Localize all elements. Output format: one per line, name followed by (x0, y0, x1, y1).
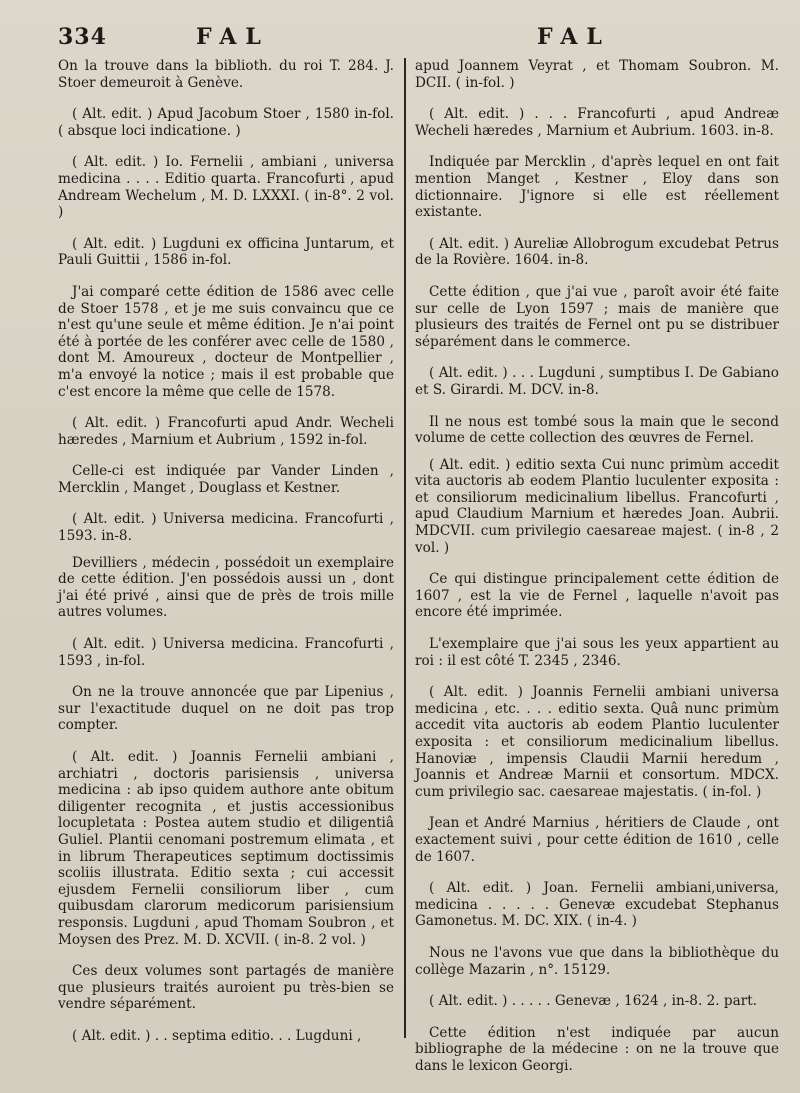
paragraph: Devilliers , médecin , possédoit un exemplaire de cette édition. J'en possédois aussi un , dont j'ai été privé , ainsi que de près de trois mille autres volumes. (58, 554, 394, 621)
paragraph: ( Alt. edit. ) Joannis Fernelii ambiani , archiatri , doctoris parisiensis , universa medicina : ab ipso quidem authore ante obitum diligenter recognita , et justis accessionibus locupletata : Postea autem studio et diligentiâ Guliel. Plantii cenomani postremum elimata , et in librum Therapeutices septimum doctissimis scoliis illustrata. Editio sexta ; cui accessit ejusdem Fernelii consiliorum liber , cum quibusdam clarorum medicorum parisiensium responsis. Lugduni , apud Thomam Soubron , et Moysen des Prez. M. D. XCVII. ( in-8. 2 vol. ) (58, 749, 394, 948)
paragraph: ( Alt. edit. ) . . septima editio. . . Lugduni , (72, 1027, 362, 1044)
paragraph: Ces deux volumes sont partagés de manière que plusieurs traités auroient pu très-bien se vendre séparément. (58, 963, 394, 1013)
column-divider (404, 58, 406, 1038)
paragraph: Indiquée par Mercklin , d'après lequel en ont fait mention Manget , Kestner , Eloy dans son dictionnaire. J'ignore si elle est réellement existante. (415, 154, 779, 221)
paragraph: ( Alt. edit. ) . . . . . Genevæ , 1624 , in-8. 2. part. (429, 993, 757, 1010)
paragraph: Cette édition n'est indiquée par aucun bibliographe de la médecine : on ne la trouve que dans le lexicon Georgi. (415, 1024, 779, 1074)
paragraph: On ne la trouve annoncée que par Lipenius , sur l'exactitude duquel on ne doit pas trop compter. (58, 684, 394, 734)
paragraph: L'exemplaire que j'ai sous les yeux appartient au roi : il est côté T. 2345 , 2346. (415, 636, 779, 669)
paragraph: ( Alt. edit. ) Lugduni ex officina Juntarum, et Pauli Guittii , 1586 in-fol. (58, 235, 394, 269)
paragraph: Nous ne l'avons vue que dans la bibliothèque du collège Mazarin , n°. 15129. (415, 944, 779, 978)
paragraph: apud Joannem Veyrat , et Thomam Soubron. M. DCII. ( in-fol. ) (415, 58, 779, 91)
paragraph: ( Alt. edit. ) Apud Jacobum Stoer , 1580 in-fol. ( absque loci indicatione. ) (58, 106, 394, 139)
paragraph: On la trouve dans la biblioth. du roi T. 284. J. Stoer demeuroit à Genève. (58, 58, 394, 91)
paragraph: ( Alt. edit. ) . . . Lugduni , sumptibus I. De Gabiano et S. Girardi. M. DCV. in-8. (415, 365, 779, 398)
running-head-right: FAL (537, 24, 611, 50)
page-header (0, 22, 800, 56)
paragraph: ( Alt. edit. ) editio sexta Cui nunc primùm accedit vita auctoris ab eodem Plantio luculenter exposita : et consiliorum medicinalium libellus. Francofurti , apud Claudium Marnium et hæredes Joan. Aubrii. MDCVII. cum privilegio caesareae majest. ( in-8 , 2 vol. ) (415, 456, 779, 556)
paragraph: Celle-ci est indiquée par Vander Linden , Mercklin , Manget , Douglass et Kestner. (58, 463, 394, 496)
paragraph: ( Alt. edit. ) . . . Francofurti , apud Andreæ Wecheli hæredes , Marnium et Aubrium. 1603. in-8. (415, 106, 779, 139)
page-number: 334 (58, 24, 107, 50)
paragraph: ( Alt. edit. ) Io. Fernelii , ambiani , universa medicina . . . . Editio quarta. Francofurti , apud Andream Wechelum , M. D. LXXXI. ( in-8°. 2 vol. ) (58, 154, 394, 221)
paragraph: ( Alt. edit. ) Aureliæ Allobrogum excudebat Petrus de la Rovière. 1604. in-8. (415, 235, 779, 269)
paragraph: ( Alt. edit. ) Francofurti apud Andr. Wecheli hæredes , Marnium et Aubrium , 1592 in-fol. (58, 415, 394, 448)
paragraph: ( Alt. edit. ) Joan. Fernelii ambiani,universa, medicina . . . . . Genevæ excudebat Stephanus Gamonetus. M. DC. XIX. ( in-4. ) (415, 880, 779, 930)
paragraph: ( Alt. edit. ) Universa medicina. Francofurti , 1593 , in-fol. (58, 636, 394, 669)
running-head-left: FAL (196, 24, 270, 50)
paragraph: Jean et André Marnius , héritiers de Claude , ont exactement suivi , pour cette édition de 1610 , celle de 1607. (415, 815, 779, 865)
paragraph: J'ai comparé cette édition de 1586 avec celle de Stoer 1578 , et je me suis convaincu que ce n'est qu'une seule et même édition. Je n'ai point été à portée de les conférer avec celle de 1580 , dont M. Amoureux , docteur de Montpellier , m'a envoyé la notice ; mais il est probable que c'est encore la même que celle de 1578. (58, 283, 394, 400)
paragraph: ( Alt. edit. ) Universa medicina. Francofurti , 1593. in-8. (58, 511, 394, 545)
right-column (415, 58, 779, 1090)
paragraph: ( Alt. edit. ) Joannis Fernelii ambiani universa medicina , etc. . . . editio sexta. Quâ nunc primùm accedit vita auctoris ab eodem Plantio luculenter exposita : et consiliorum medicinalium libellus. Hanoviæ , impensis Claudii Marnii heredum , Joannis et Andreæ Marnii et consortum. MDCX. cum privilegio sac. caesareae majestatis. ( in-fol. ) (415, 684, 779, 800)
left-column (58, 58, 394, 1060)
paragraph: Il ne nous est tombé sous la main que le second volume de cette collection des œuvres de Fernel. (415, 413, 779, 447)
paragraph: Ce qui distingue principalement cette édition de 1607 , est la vie de Fernel , laquelle n'avoit pas encore été imprimée. (415, 571, 779, 621)
paragraph: Cette édition , que j'ai vue , paroît avoir été faite sur celle de Lyon 1597 ; mais de manière que plusieurs des traités de Fernel ont pu se distribuer séparément dans le commerce. (415, 283, 779, 350)
